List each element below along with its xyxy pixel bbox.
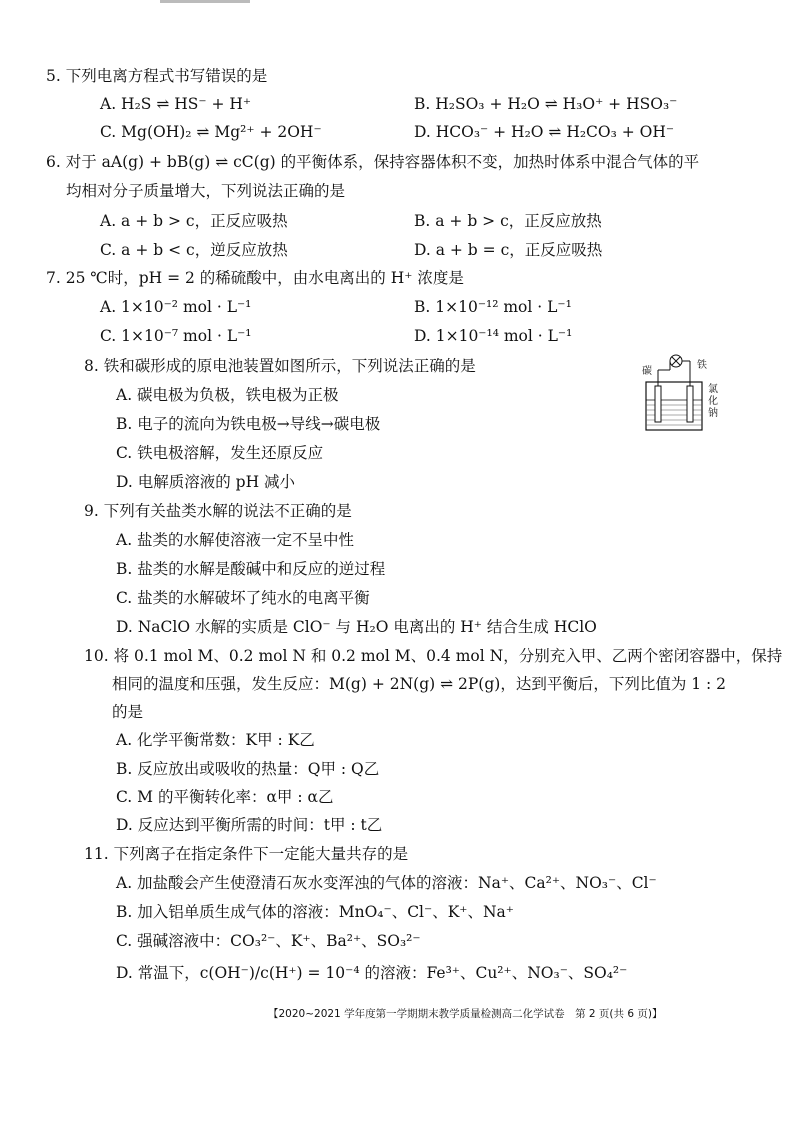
text-line-q7d: D. 1×10⁻¹⁴ mol · L⁻¹ bbox=[414, 327, 573, 345]
text-line-q10b: 相同的温度和压强，发生反应：M(g) + 2N(g) ⇌ 2P(g)，达到平衡后，下列比值为 1 : 2 bbox=[112, 675, 727, 693]
text-line-q7b: B. 1×10⁻¹² mol · L⁻¹ bbox=[414, 298, 572, 316]
text-line-q5a: A. H₂S ⇌ HS⁻ + H⁺ bbox=[100, 95, 252, 113]
text-line-q10c: 的是 bbox=[112, 703, 144, 721]
text-line-q11: 11. 下列离子在指定条件下一定能大量共存的是 bbox=[84, 845, 409, 863]
text-line-q6bb: B. a + b > c，正反应放热 bbox=[414, 212, 602, 230]
text-line-q6c: C. a + b < c，逆反应放热 bbox=[100, 241, 288, 259]
text-line-q9b: B. 盐类的水解是酸碱中和反应的逆过程 bbox=[116, 560, 386, 578]
iron-electrode-label: 铁 bbox=[697, 360, 707, 371]
text-line-q10a: A. 化学平衡常数：K甲 : K乙 bbox=[116, 731, 315, 749]
text-line-q9c: C. 盐类的水解破坏了纯水的电离平衡 bbox=[116, 589, 370, 607]
text-line-q5: 5. 下列电离方程式书写错误的是 bbox=[46, 67, 268, 85]
text-line-q7c: C. 1×10⁻⁷ mol · L⁻¹ bbox=[100, 327, 252, 345]
text-line-q5b: B. H₂SO₃ + H₂O ⇌ H₃O⁺ + HSO₃⁻ bbox=[414, 95, 678, 113]
text-line-q8b: B. 电子的流向为铁电极→导线→碳电极 bbox=[116, 415, 381, 433]
galvanic-cell-figure bbox=[642, 352, 722, 434]
text-line-q5c: C. Mg(OH)₂ ⇌ Mg²⁺ + 2OH⁻ bbox=[100, 123, 322, 141]
text-line-q11c: C. 强碱溶液中：CO₃²⁻、K⁺、Ba²⁺、SO₃²⁻ bbox=[116, 932, 421, 950]
text-line-q8a: A. 碳电极为负极，铁电极为正极 bbox=[116, 386, 339, 404]
carbon-electrode-label: 碳 bbox=[642, 366, 652, 377]
text-line-q7: 7. 25 ℃时，pH = 2 的稀硫酸中，由水电离出的 H⁺ 浓度是 bbox=[46, 269, 464, 287]
text-line-q8: 8. 铁和碳形成的原电池装置如图所示，下列说法正确的是 bbox=[84, 357, 476, 375]
text-line-q6d: D. a + b = c，正反应吸热 bbox=[414, 241, 603, 259]
text-line-q9d: D. NaClO 水解的实质是 ClO⁻ 与 H₂O 电离出的 H⁺ 结合生成 HClO bbox=[116, 618, 597, 636]
page-footer: 【2020~2021 学年度第一学期期末教学质量检测高二化学试卷 第 2 页(共 6 页)】 bbox=[268, 1008, 663, 1020]
top-edge-mark bbox=[160, 0, 250, 3]
text-line-q8d: D. 电解质溶液的 pH 减小 bbox=[116, 473, 296, 491]
text-line-q10d: D. 反应达到平衡所需的时间：t甲 : t乙 bbox=[116, 816, 383, 834]
text-line-q9a: A. 盐类的水解使溶液一定不呈中性 bbox=[116, 531, 355, 549]
text-line-q9: 9. 下列有关盐类水解的说法不正确的是 bbox=[84, 502, 352, 520]
text-line-q6: 6. 对于 aA(g) + bB(g) ⇌ cC(g) 的平衡体系，保持容器体积不变，加热时体系中混合气体的平 bbox=[46, 153, 700, 171]
text-line-q11d: D. 常温下，c(OH⁻)/c(H⁺) = 10⁻⁴ 的溶液：Fe³⁺、Cu²⁺、NO₃⁻、SO₄²⁻ bbox=[116, 964, 628, 982]
text-line-q10: 10. 将 0.1 mol M、0.2 mol N 和 0.2 mol M、0.4 mol N，分别充入甲、乙两个密闭容器中，保持 bbox=[84, 647, 783, 665]
sodium-chloride-label: 氯化钠 bbox=[708, 384, 718, 419]
text-line-q11a: A. 加盐酸会产生使澄清石灰水变浑浊的气体的溶液：Na⁺、Ca²⁺、NO₃⁻、Cl⁻ bbox=[116, 874, 657, 892]
text-line-q8c: C. 铁电极溶解，发生还原反应 bbox=[116, 444, 324, 462]
text-line-q6a: A. a + b > c，正反应吸热 bbox=[100, 212, 288, 230]
text-line-q10cc: C. M 的平衡转化率：α甲 : α乙 bbox=[116, 788, 334, 806]
text-line-q7a: A. 1×10⁻² mol · L⁻¹ bbox=[100, 298, 252, 316]
text-line-q5d: D. HCO₃⁻ + H₂O ⇌ H₂CO₃ + OH⁻ bbox=[414, 123, 675, 141]
text-line-q6b: 均相对分子质量增大，下列说法正确的是 bbox=[66, 182, 346, 200]
text-line-q10bb: B. 反应放出或吸收的热量：Q甲 : Q乙 bbox=[116, 760, 380, 778]
text-line-q11b: B. 加入铝单质生成气体的溶液：MnO₄⁻、Cl⁻、K⁺、Na⁺ bbox=[116, 903, 514, 921]
